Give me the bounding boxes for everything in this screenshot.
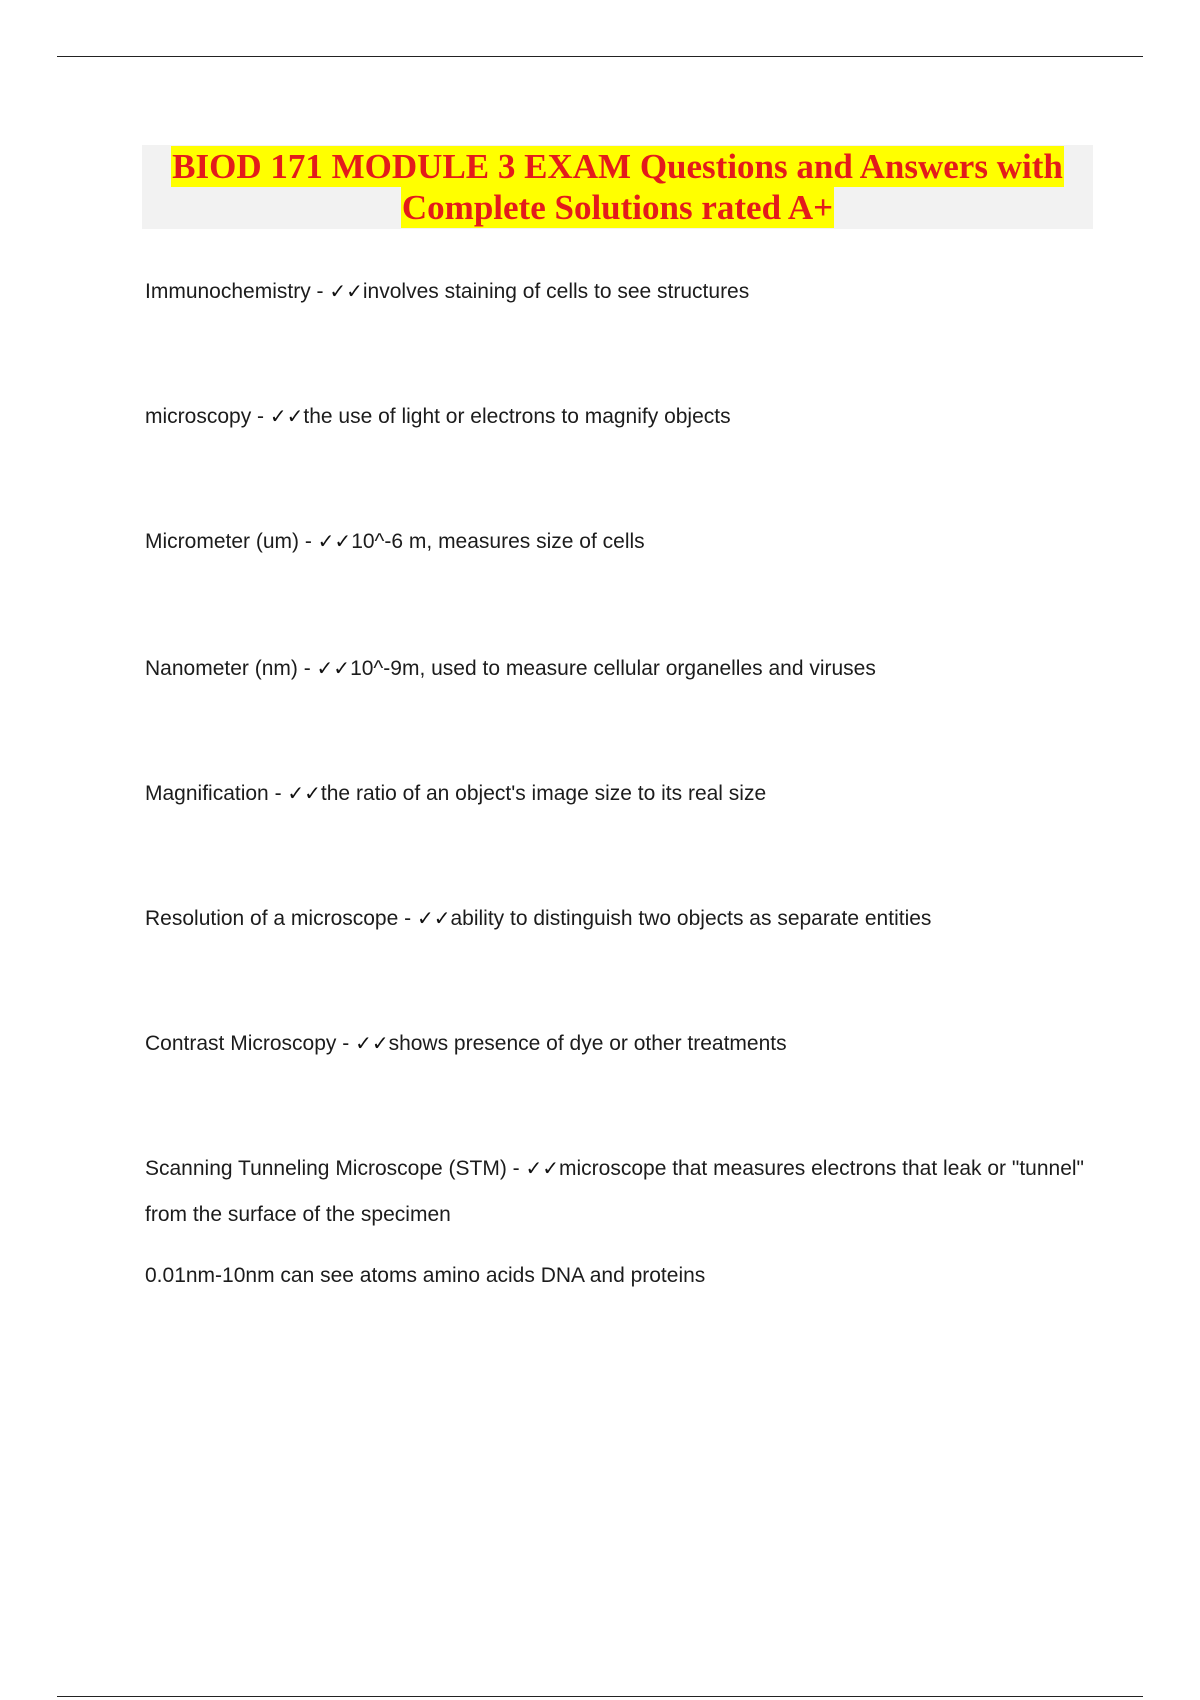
- bottom-rule: [57, 1696, 1143, 1697]
- entry-nanometer: [145, 645, 1095, 692]
- entry-magnification: [145, 770, 1095, 817]
- check-mark-icon: ✓✓: [329, 279, 363, 303]
- entry-term: microscopy -: [145, 405, 270, 428]
- entry-definition: the use of light or electrons to magnify objects: [303, 405, 731, 428]
- entry-stm-note: 0.01nm-10nm can see atoms amino acids DNA and proteins: [145, 1264, 706, 1287]
- check-mark-icon: ✓✓: [317, 529, 352, 553]
- title-box: [142, 145, 1093, 229]
- entry-definition: the ratio of an object's image size to its real size: [320, 782, 767, 805]
- entry-definition: microscope that measures electrons that leak or "tunnel" from the surface of the specimen: [145, 1157, 1085, 1226]
- entry-stm: [145, 1145, 1095, 1238]
- entry-contrast-microscopy: [145, 1020, 1095, 1067]
- check-mark-icon: ✓✓: [525, 1156, 560, 1180]
- entry-term: Immunochemistry -: [145, 280, 330, 303]
- entry-term: Resolution of a microscope -: [145, 907, 417, 930]
- entry-micrometer: [145, 518, 1095, 565]
- top-rule: [57, 56, 1143, 57]
- entry-definition: shows presence of dye or other treatments: [388, 1032, 787, 1055]
- entry-definition: involves staining of cells to see structures: [362, 280, 750, 303]
- check-mark-icon: ✓✓: [287, 781, 321, 805]
- entry-term: Scanning Tunneling Microscope (STM) -: [145, 1157, 526, 1180]
- entry-immunochemistry: [145, 268, 1095, 315]
- entry-term: Magnification -: [145, 782, 288, 805]
- document-title-line-2: Complete Solutions rated A+: [401, 188, 834, 227]
- entry-term: Nanometer (nm) -: [145, 657, 317, 680]
- entry-microscopy: [145, 393, 1095, 440]
- entry-resolution: [145, 895, 1095, 942]
- entry-definition: 10^-9m, used to measure cellular organelles and viruses: [350, 657, 876, 680]
- check-mark-icon: ✓✓: [355, 1031, 389, 1055]
- entry-definition: ability to distinguish two objects as separate entities: [450, 907, 932, 930]
- entry-term: Micrometer (um) -: [145, 530, 318, 553]
- document-title-line-1: BIOD 171 MODULE 3 EXAM Questions and Answers with: [172, 147, 1063, 186]
- check-mark-icon: ✓✓: [269, 404, 304, 428]
- check-mark-icon: ✓✓: [316, 656, 351, 680]
- entry-definition: 10^-6 m, measures size of cells: [351, 530, 645, 553]
- entry-term: Contrast Microscopy -: [145, 1032, 356, 1055]
- check-mark-icon: ✓✓: [416, 906, 451, 930]
